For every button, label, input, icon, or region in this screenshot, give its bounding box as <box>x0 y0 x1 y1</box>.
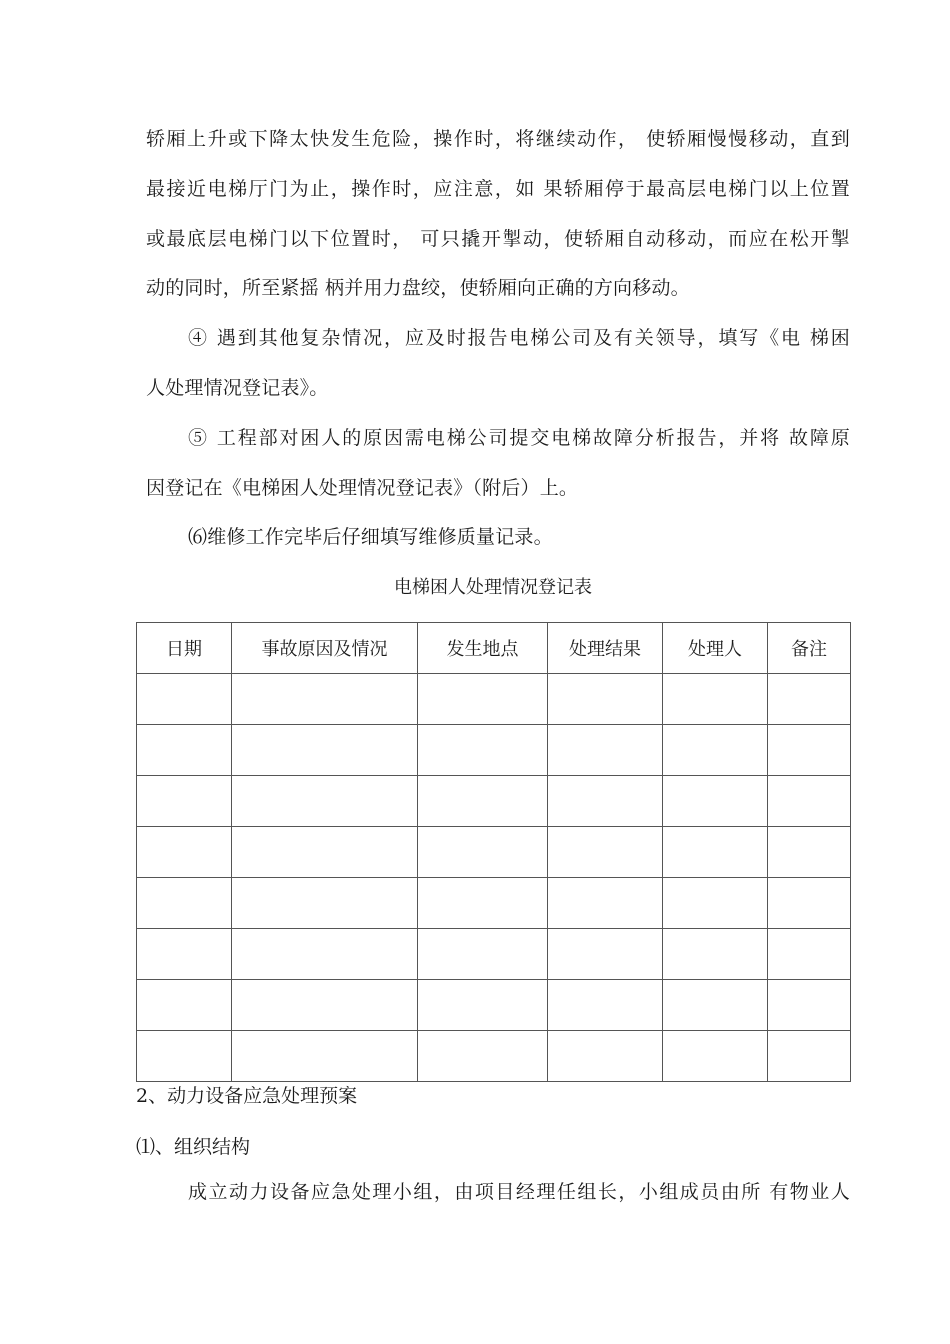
table-cell <box>548 1031 663 1082</box>
table-caption: 电梯困人处理情况登记表 <box>394 577 592 598</box>
table-cell <box>232 1031 418 1082</box>
table-cell <box>768 878 851 929</box>
paragraph-line-2: 最接近电梯厅门为止，操作时，应注意，如 果轿厢停于最高层电梯门以上位置 <box>146 178 850 200</box>
section-subheading: ⑴、组织结构 <box>136 1136 251 1158</box>
table-cell <box>663 776 768 827</box>
table-row <box>137 1031 851 1082</box>
table-cell <box>663 929 768 980</box>
header-date: 日期 <box>137 623 232 674</box>
table-cell <box>418 1031 548 1082</box>
header-result: 处理结果 <box>548 623 663 674</box>
table-row <box>137 725 851 776</box>
item-4-line-2: 人处理情况登记表》。 <box>146 377 329 399</box>
registration-table <box>136 622 851 1082</box>
table-cell <box>663 725 768 776</box>
table-cell <box>137 878 232 929</box>
table-row <box>137 827 851 878</box>
table-cell <box>232 674 418 725</box>
table-cell <box>232 878 418 929</box>
table-cell <box>768 1031 851 1082</box>
header-remarks: 备注 <box>768 623 851 674</box>
table-row <box>137 776 851 827</box>
section-heading: 2、动力设备应急处理预案 <box>136 1085 358 1107</box>
item-5-line-2: 因登记在《电梯困人处理情况登记表》（附后）上。 <box>146 477 579 499</box>
table-cell <box>548 980 663 1031</box>
paragraph-line-1: 轿厢上升或下降太快发生危险，操作时，将继续动作， 使轿厢慢慢移动，直到 <box>146 128 850 150</box>
table-row <box>137 980 851 1031</box>
item-5-line-1: ⑤ 工程部对困人的原因需电梯公司提交电梯故障分析报告，并将 故障原 <box>188 427 850 449</box>
table-cell <box>418 725 548 776</box>
table-cell <box>137 827 232 878</box>
table-cell <box>418 827 548 878</box>
paragraph-line-3: 或最底层电梯门以下位置时， 可只撬开掣动，使轿厢自动移动，而应在松开掣 <box>146 228 850 250</box>
table-cell <box>548 878 663 929</box>
table-cell <box>232 827 418 878</box>
table-cell <box>663 1031 768 1082</box>
table-row <box>137 878 851 929</box>
table-cell <box>232 980 418 1031</box>
section-paragraph: 成立动力设备应急处理小组，由项目经理任组长，小组成员由所 有物业人 <box>188 1181 850 1203</box>
header-location: 发生地点 <box>418 623 548 674</box>
table-cell <box>137 725 232 776</box>
table-cell <box>768 674 851 725</box>
table-cell <box>663 827 768 878</box>
table-cell <box>418 674 548 725</box>
table-cell <box>418 929 548 980</box>
table-row <box>137 929 851 980</box>
table-cell <box>768 980 851 1031</box>
table-cell <box>663 674 768 725</box>
table-cell <box>137 1031 232 1082</box>
item-4-line-1: ④ 遇到其他复杂情况，应及时报告电梯公司及有关领导，填写《电 梯困 <box>188 327 850 349</box>
table-cell <box>418 776 548 827</box>
header-cause: 事故原因及情况 <box>232 623 418 674</box>
table-cell <box>548 929 663 980</box>
table-cell <box>232 776 418 827</box>
table-cell <box>548 674 663 725</box>
table-row <box>137 674 851 725</box>
table-cell <box>137 929 232 980</box>
table-cell <box>548 776 663 827</box>
table-cell <box>418 980 548 1031</box>
table-cell <box>232 929 418 980</box>
paragraph-line-4: 动的同时，所至紧摇 柄并用力盘绞，使轿厢向正确的方向移动。 <box>146 277 690 299</box>
table-cell <box>663 878 768 929</box>
table-cell <box>418 878 548 929</box>
item-6-line: ⑹维修工作完毕后仔细填写维修质量记录。 <box>188 526 553 548</box>
table-cell <box>663 980 768 1031</box>
table-cell <box>768 929 851 980</box>
table-cell <box>232 725 418 776</box>
table-body <box>137 674 851 1082</box>
table-cell <box>548 725 663 776</box>
header-handler: 处理人 <box>663 623 768 674</box>
table-cell <box>768 725 851 776</box>
table-cell <box>548 827 663 878</box>
table-cell <box>768 776 851 827</box>
table-cell <box>137 776 232 827</box>
table-cell <box>137 980 232 1031</box>
table-cell <box>768 827 851 878</box>
table-header-row <box>137 623 851 674</box>
table-cell <box>137 674 232 725</box>
